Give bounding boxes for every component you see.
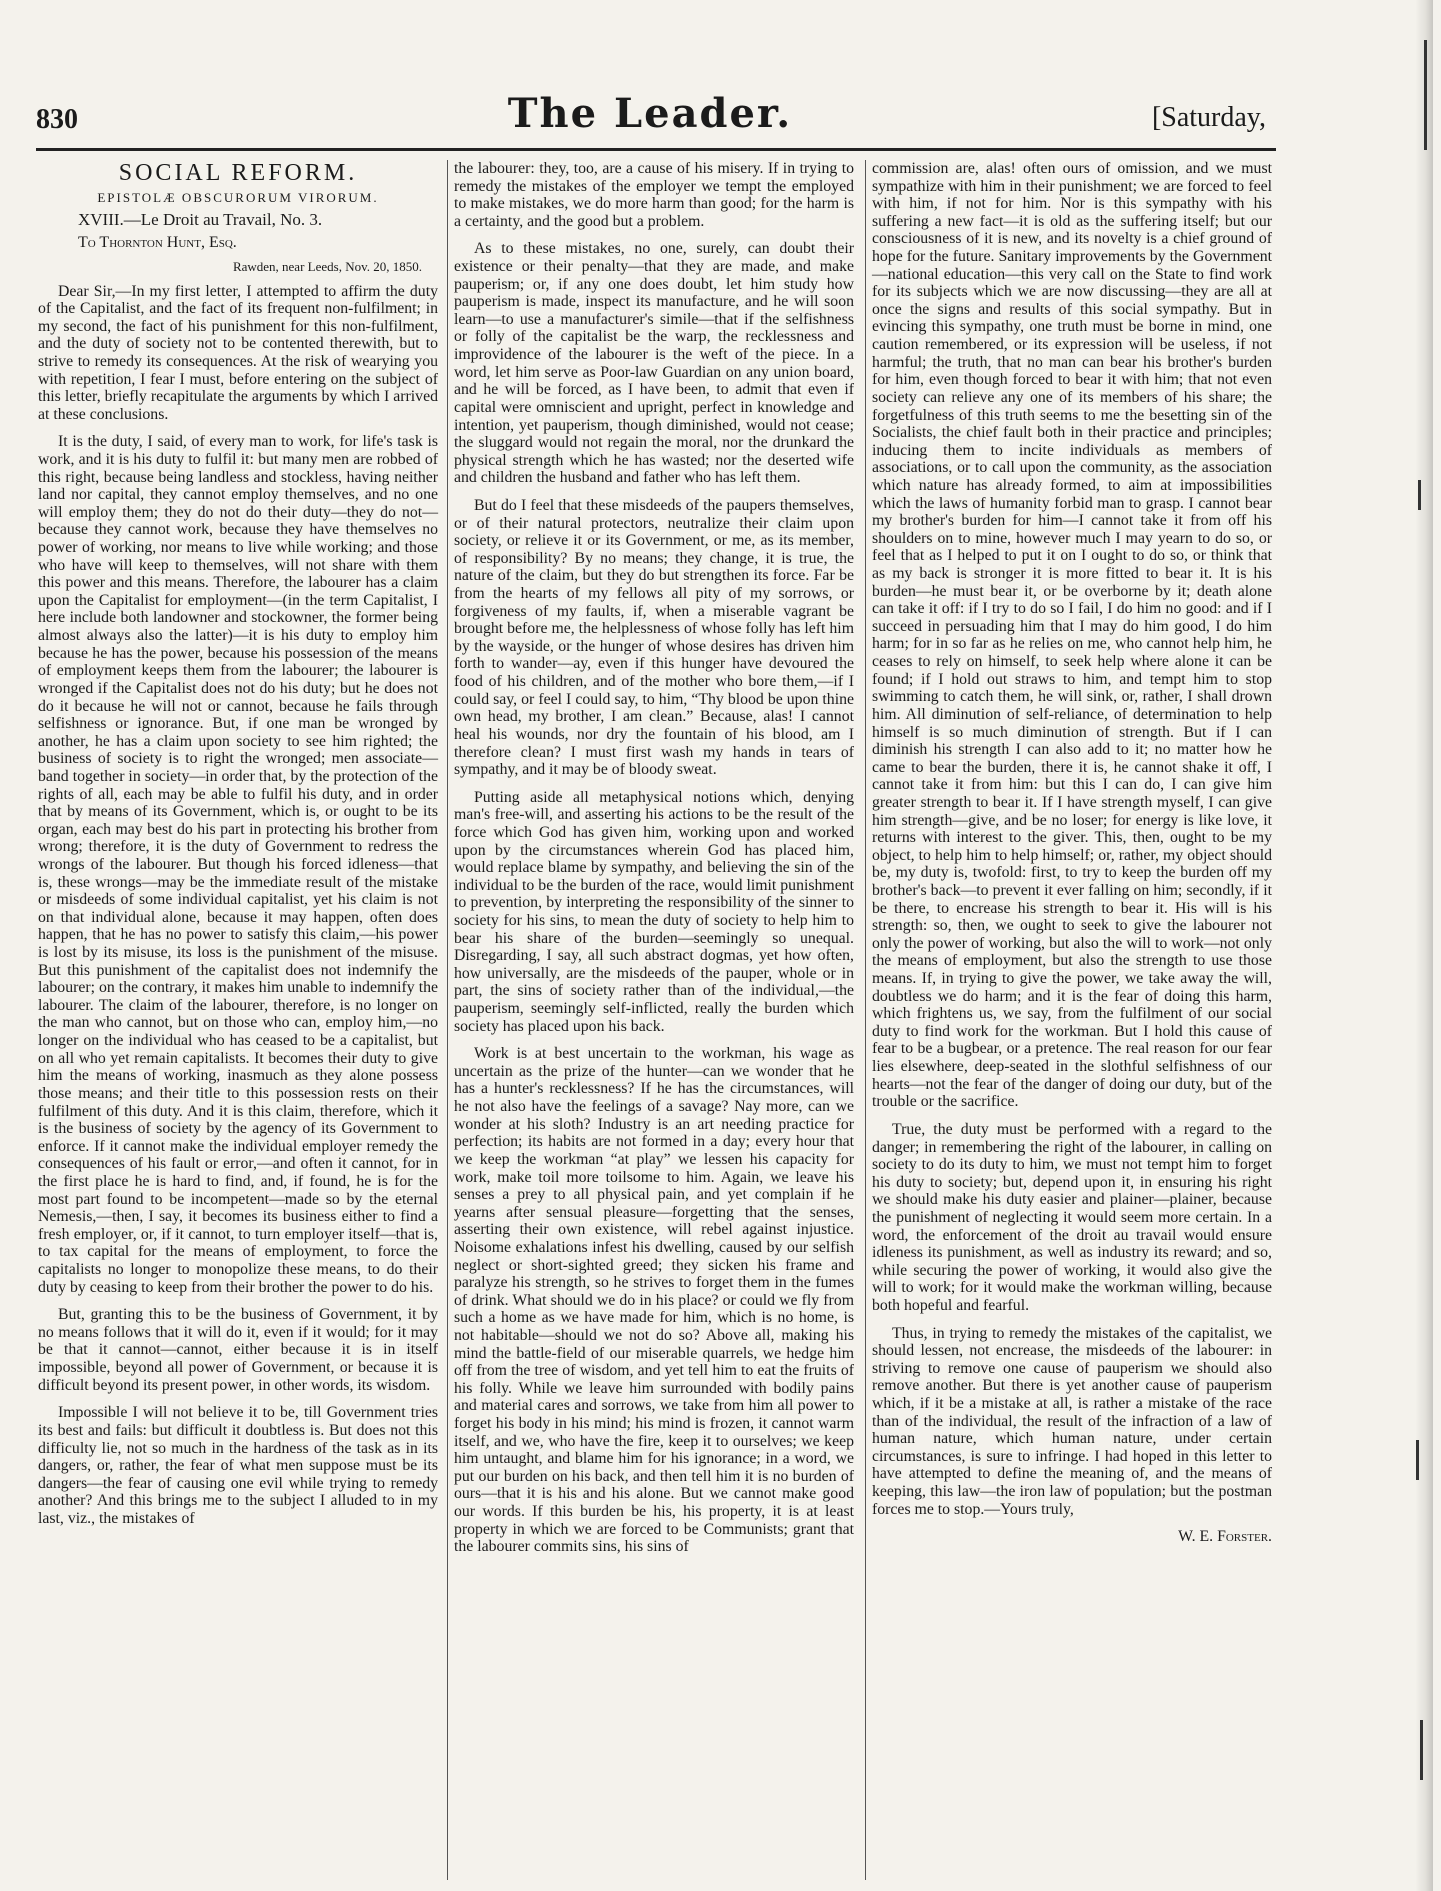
newspaper-page [30,0,1270,1891]
section-subtitle: EPISTOLÆ OBSCURORUM VIRORUM. [97,189,379,205]
paragraph: As to these mistakes, no one, surely, can doubt their existence or their penalty—that they are made, and make pauperism; or, if any one does doubt, let him study how pauperism is made, inspect its manufacture, and he will soon learn—to use a manufacturer's simile—that if the selfishness or folly of the capitalist be the warp, the recklessness and improvidence of the labourer is the weft of the piece. In a word, let him serve as Poor-law Guardian on any union board, and he will be forced, as I have been, to admit that even if capital were omniscient and upright, perfect in knowledge and intention, yet pauperism, though diminished, would not cease; the sluggard would not regain the moral, nor the drunkard the physical strength which he has wasted; nor the deserted wife and children the husband and father who has left them. [454,240,854,487]
column-divider [865,160,866,1880]
paragraph: Work is at best uncertain to the workman, his wage as uncertain as the prize of the hunter—can we wonder that he has a hunter's recklessness? If he has the circumstances, will he not also have the feelings of a savage? Nay more, can we wonder at his sloth? Industry is an art needing practice for perfection; its habits are not formed in a day; every hour that we keep the workman “at play” we lessen his capacity for work, make toil more toilsome to him. Again, we leave his senses a prey to all physical pain, and yet complain if he yearns after sensual pleasure—forgetting that the senses, asserting their own existence, will rebel against injustice. Noisome exhalations infest his dwelling, caused by our selfish neglect or short-sighted greed; they sicken his frame and paralyze his strength, so he strives to forget them in the fumes of drink. What should we do in his place? or could we fly from such a home as we have made for him, which is no home, is not habitable—should we not do so? Above all, making his mind the battle-field of our miserable quarrels, we hedge him off from the tree of wisdom, and yet tell him to eat the fruits of his folly. While we leave him surrounded with bodily pains and material cares and sorrows, we take from him all power to forget his body in his mind; his mind is frozen, it cannot warm itself, and we, who have the fire, keep it to ourselves; we keep him untaught, and blame him for his ignorance; in a word, we put our burden on his back, and then tell him it is no burden of ours—that it is his and his alone. But we cannot make good our words. If this burden be his, his property, it is at least property in which we are forced to be Communists; grant that the labourer commits sins, his sins of [454,1045,854,1556]
paragraph: Thus, in trying to remedy the mistakes of the capitalist, we should lessen, not encrease, the misdeeds of the labourer: in striving to remove one cause of pauperism we should also remove another. But there is yet another cause of pauperism which, if it be a mistake at all, is rather a mistake of the race than of the individual, the result of the infraction of a law of human nature, which human nature, under certain circumstances, is sure to infringe. I had hoped in this letter to have attempted to define the meaning of, and the means of keeping, this law—the iron law of population; but the postman forces me to stop.—Yours truly, [872,1324,1272,1518]
edge-mark [1416,1440,1419,1480]
paragraph: But, granting this to be the business of Government, it by no means follows that it will do it, even if it would; for it may be that it cannot—cannot, either because it is in itself impossible, beyond all power of Government, or because it is difficult beyond its present power, in other words, its wisdom. [38,1306,438,1394]
signature: W. E. Forster. [1178,1528,1272,1546]
paragraph: True, the duty must be performed with a regard to the danger; in remembering the right of the labourer, in calling on society to do its duty to him, we must not tempt him to forget his duty to society; but, depend upon it, in ensuring his right we should make his duty easier and plainer—plainer, because the punishment of neglecting it would seem more certain. In a word, the enforcement of the droit au travail would ensure idleness its punishment, as well as industry its reward; and so, while securing the power of working, it would also give the will to work; for it would make the workman willing, because both hopeful and fearful. [872,1120,1272,1314]
paragraph: Putting aside all metaphysical notions which, denying man's free-will, and asserting his actions to be the result of the force which God has given him, working upon and worked upon by the circumstances wherein God has placed him, would replace blame by sympathy, and believing the sin of the individual to be the burden of the race, would limit punishment to prevention, by interpreting the responsibility of the sinner to society for his sins, to mean the duty of society to help him to bear his share of the burden—seemingly so unequal. Disregarding, I say, all such abstract dogmas, yet how often, how universally, are the misdeeds of the pauper, whole or in part, the sins of society rather than of the individual,—the pauperism, seemingly self-inflicted, really the burden which society has placed upon his back. [454,788,854,1035]
header-day: [Saturday, [1151,102,1266,133]
header-rule [36,148,1276,151]
paragraph: the labourer: they, too, are a cause of his misery. If in trying to remedy the mistakes of the employer we tempt the employed to make mistakes, we do more harm than good; for the harm is a certainty, and the good but a problem. [454,160,854,230]
addressee: To Thornton Hunt, Esq. [78,234,237,252]
column-divider [447,160,448,1880]
page-edge-shadow [1415,0,1433,1891]
edge-mark [1420,1720,1423,1780]
letter-title: XVIII.—Le Droit au Travail, No. 3. [78,210,323,230]
paragraph: It is the duty, I said, of every man to work, for life's task is work, and it is his duty to fulfil it: but many men are robbed of this right, because being landless and stockless, having neither land nor capital, they cannot employ themselves, and no one will employ them; they do not do their duty—they do not—because they cannot work, because they have themselves no power of working, nor means to live while working; and those who have will keep to themselves, will not share with them this power and this means. Therefore, the labourer has a claim upon the Capitalist for employment—(in the term Capitalist, I here include both landowner and stockowner, the former being almost always also the latter)—it is his duty to employ him because he has the power, because his possession of the means of employment keeps them from the labourer; the labourer is wronged if the Capitalist does not do his duty; but he does not do it because he will not or cannot, because he fails through selfishness or ignorance. But, if one man be wronged by another, he has a claim upon society to see him righted; the business of society is to right the wronged; men associate—band together in society—in order that, by the protection of the rights of all, each may be able to fulfil his duty, and in order that by means of its Government, which is, or ought to be its organ, each may best do his part in protecting his brother from wrong; therefore, it is the duty of Government to redress the wrongs of the labourer. But though his forced idleness—that is, these wrongs—may be the immediate result of the mistake or misdeeds of some individual capitalist, yet his claim is not on that individual alone, because it may happen, often does happen, that he has no power to satisfy this claim,—his power is lost by its misuse, its loss is the punishment of the misuse. But this punishment of the capitalist does not indemnify the labourer; on the contrary, it makes him unable to indemnify the labourer. The claim of the labourer, therefore, is no longer on the man who cannot, but on those who can, employ him,—no longer on the individual who has ceased to be a capitalist, but on all who yet remain capitalists. It becomes their duty to give him the means of working, inasmuch as they alone possess those means; and their title to this possession rests on their fulfilment of this duty. And it is this claim, therefore, which it is the business of society by the agency of its Government to enforce. If it cannot make the individual employer remedy the consequences of his fault or error,—and often it cannot, for in the first place he is hard to find, and, if found, he is for the most part found to be incompetent—made so by the eternal Nemesis,—then, I say, it becomes its business either to find a fresh employer, or, if it cannot, to turn employer itself—that is, to tax capital for the means of employment, to force the capitalists no longer to monopolize these means, to do their duty by ceasing to keep from their brother the power to do his. [38,433,438,1296]
column-2 [454,160,854,1566]
dateline: Rawden, near Leeds, Nov. 20, 1850. [232,259,422,275]
edge-mark [1418,480,1421,510]
page-header [30,88,1270,144]
paragraph: Impossible I will not believe it to be, till Government tries its best and fails: but difficult it doubtless is. But does not this difficulty lie, not so much in the hardness of the task as in its dangers, or, rather, the fear of what men suppose must be its dangers—the fear of causing one evil while trying to remedy another? And this brings me to the subject I alluded to in my last, viz., the mistakes of [38,1404,438,1527]
edge-mark [1424,40,1427,150]
paragraph: But do I feel that these misdeeds of the paupers themselves, or of their natural protectors, neutralize their claim upon society, or relieve it or its Government, or me, as its member, of responsibility? By no means; they change, it is true, the nature of the claim, but they do but strengthen its force. Far be from the hearts of my fellows all pity of my sorrows, or forgiveness of my faults, if, when a miserable vagrant be brought before me, the helplessness of whose folly has left him by the wayside, or the hunger of whose desires has driven him forth to wander—ay, even if this hunger have devoured the food of his children, and of the mother who bore them,—if I could say, or feel I could say, to him, “Thy blood be upon thine own head, my brother, I am clean.” Because, alas! I cannot heal his wounds, nor dry the fountain of his blood, am I therefore clean? I must first wash my hands in tears of sympathy, and it may be of bloody sweat. [454,496,854,779]
masthead: The Leader. [507,90,793,137]
section-title: SOCIAL REFORM. [118,160,358,186]
column-3 [872,160,1272,1546]
paragraph: commission are, alas! often ours of omission, and we must sympathize with him in their punishment; we are forced to feel with him, if not for him. Nor is this sympathy with his suffering a new fact—it is old as the suffering itself; but our consciousness of it is new, and its novelty is a chief ground of hope for the future. Sanitary improvements by the Government—national education—this very call on the State to find work for its subjects which we are now discussing—they are all at once the signs and results of this social sympathy. But in evincing this sympathy, one truth must be borne in mind, one caution remembered, or its expression will be useless, if not harmful; the truth, that no man can bear his brother's burden for him, even though forced to bear it with him; that not even society can relieve any one of its members of his share; the forgetfulness of this truth seems to me the besetting sin of the Socialists, the chief fault both in their practice and principles; inducing them to incite individuals as members of associations, or to call upon the community, as the association which nature has already formed, to aim at impossibilities which the laws of humanity forbid man to grasp. I cannot bear my brother's burden for him—I cannot take it from off his shoulders on to mine, however much I may yearn to do so, or feel that as I helped to put it on I ought to do so, or think that as my back is stronger it is more fitted to bear it. It is his burden—he must bear it, or be overborne by it; death alone can take it off: if I try to do so I fail, I do him no good: and if I succeed in persuading him that I may do him good, I do him harm; for in so far as he relies on me, who cannot help him, he ceases to rely on himself, to seek help where alone it can be found; if I hold out straws to him, and tempt him to stop swimming to catch them, he will sink, or, rather, I shall drown him. All diminution of self-reliance, of determination to help himself is so much diminution of strength. But if I can diminish his strength I can also add to it; no matter how he came to bear the burden, there it is, he cannot shake it off, I cannot take it from him: but this I can do, I can give him greater strength to bear it. If I have strength myself, I can give him strength—give, and be no loser; for energy is like love, it returns with interest to the giver. This, then, ought to be my object, to help him to help himself; or, rather, my object should be, my duty is, twofold: first, to try to keep the burden off my brother's back—to prevent it ever falling on him; secondly, if it be there, to encrease his strength to bear it. His will is his strength: so, then, we ought to seek to give the labourer not only the power of working, but also the will to work—not only the means of employment, but also the strength to use those means. If, in trying to give the power, we take away the will, doubtless we do harm; and it is the fear of doing this harm, which frightens us, we say, from the fulfilment of our social duty to find work for the workman. But I hold this cause of fear to be a bugbear, or a pretence. The real reason for our fear lies elsewhere, deep-seated in the slothful selfishness of our hearts—not the fear of the danger of doing our duty, but of the trouble or the sacrifice. [872,160,1272,1111]
column-1 [38,160,438,1538]
paragraph: Dear Sir,—In my first letter, I attempted to affirm the duty of the Capitalist, and the fact of its frequent non-fulfilment; in my second, the fact of his punishment for this non-fulfilment, and the duty of society not to be contented therewith, but to strive to remedy its consequences. At the risk of wearying you with repetition, I fear I must, before entering on the subject of this letter, briefly recapitulate the arguments by which I arrived at these conclusions. [38,282,438,423]
page-number: 830 [36,104,78,135]
